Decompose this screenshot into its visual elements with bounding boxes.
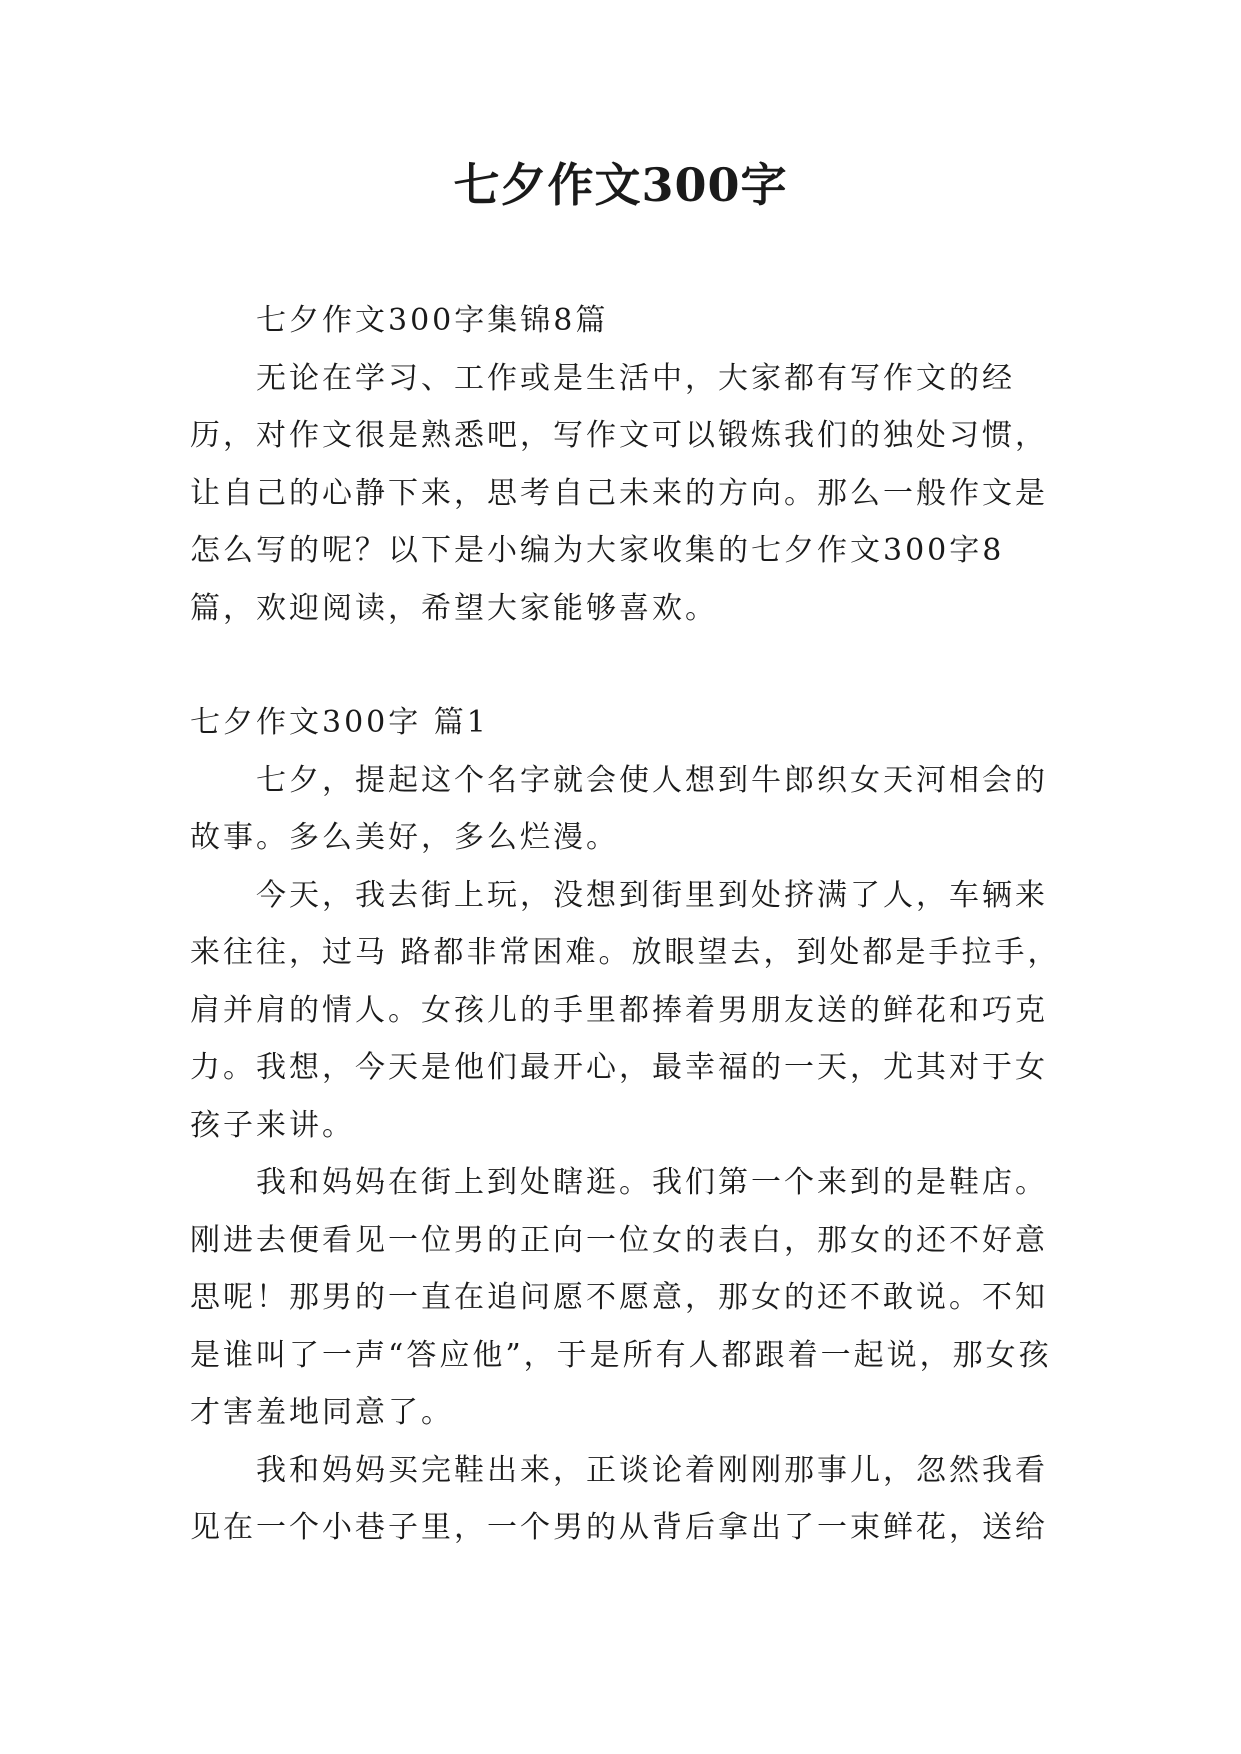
body-paragraph: 我和妈妈在街上到处瞎逛。我们第一个来到的是鞋店。刚进去便看见一位男的正向一位女的表白，那女的还不好意思呢！那男的一直在追问愿不愿意，那女的还不敢说。不知是谁叫了一声“答应他”，于是所有人都跟着一起说，那女孩才害羞地同意了。: [190, 1165, 1052, 1430]
section-spacer: [190, 637, 1070, 694]
body-paragraph: 我和妈妈买完鞋出来，正谈论着刚刚那事儿，忽然我看见在一个小巷子里，一个男的从背后拿出了一束鲜花，送给: [190, 1452, 1048, 1545]
intro-paragraph: 无论在学习、工作或是生活中，大家都有写作文的经历，对作文很是熟悉吧，写作文可以锻炼我们的独处习惯，让自己的心静下来，思考自己未来的方向。那么一般作文是怎么写的呢？以下是小编为大家收集的七夕作文300字8篇，欢迎阅读，希望大家能够喜欢。: [190, 360, 1048, 626]
section-heading: 七夕作文300字 篇1: [190, 705, 489, 740]
body-paragraph: 七夕，提起这个名字就会使人想到牛郎织女天河相会的故事。多么美好，多么烂漫。: [190, 762, 1048, 855]
document-body: [190, 292, 1070, 1557]
document-subtitle: 七夕作文300字集锦8篇: [256, 303, 609, 338]
document-title: 七夕作文300字: [453, 158, 788, 212]
body-paragraph: 今天，我去街上玩，没想到街里到处挤满了人，车辆来来往往，过马 路都非常困难。放眼望去，到处都是手拉手，肩并肩的情人。女孩儿的手里都捧着男朋友送的鲜花和巧克力。我想，今天是他们最开心，最幸福的一天，尤其对于女孩子来讲。: [190, 877, 1061, 1143]
